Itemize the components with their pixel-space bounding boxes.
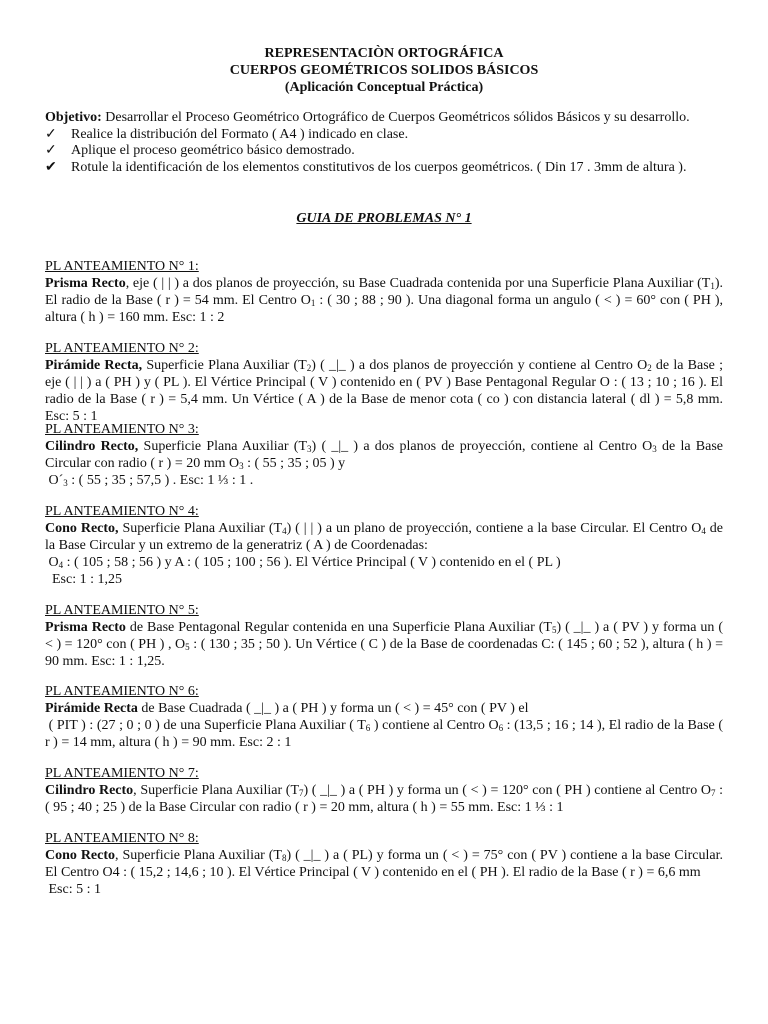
problem-7 (45, 765, 723, 816)
problem-title: PL ANTEAMIENTO N° 8: (45, 831, 199, 846)
document-header (0, 45, 768, 96)
objective-label: Objetivo: (45, 110, 102, 125)
problem-body: Cilindro Recto, Superficie Plana Auxiliar $(T_7)$ ( _|_ ) a ( PH ) y forma un ( < ) = 120° con ( PH ) contiene al Centro $O_7$ : ( 95 ; 40 ; 25 ) de la Base Circular con radio ( r ) = 20 mm, altura ( h ) = 55 mm. Esc: 1 ⅓ : 1 (45, 783, 724, 815)
objective-item (45, 127, 725, 144)
objective-line (45, 110, 725, 127)
problem-5 (45, 602, 723, 670)
problem-body: Pirámide Recta de Base Cuadrada ( _|_ ) a ( PH ) y forma un ( < ) = 45° con ( PV ) el ( PIT ) : (27 ; 0 ; 0 ) de una Superficie Plana Auxiliar ( $T_6$ ) contiene al Centro $O_6$ : (13,5 ; 16 ; 14 ), El radio de la Base ( r ) = 14 mm, altura ( h ) = 90 mm. Esc: 2 : 1 (45, 701, 723, 750)
header-subtitle: CUERPOS GEOMÉTRICOS SOLIDOS BÁSICOS (229, 63, 539, 78)
guide-title: GUIA DE PROBLEMAS N° 1 (296, 211, 472, 226)
problem-body: Cono Recto, Superficie Plana Auxiliar $(T_4)$ ( | | ) a un plano de proyección, contiene a la base Circular. El Centro $O_4$ de la Base Circular y un extremo de la generatriz ( A ) de Coordenadas: $O_4$ : ( 105 ; 58 ; 56 ) y A : ( 105 ; 100 ; 56 ). El Vértice Principal ( V ) contenido en el ( PL ) Esc: 1 : 1,25 (45, 521, 723, 587)
objective-item-text: Realice la distribución del Formato ( A4 ) indicado en clase. (71, 126, 409, 142)
problem-body: Cono Recto, Superficie Plana Auxiliar $(T_8)$ ( _|_ ) a ( PL) y forma un ( < ) = 75° con ( PV ) contiene a la base Circular. El Centro O4 : ( 15,2 ; 14,6 ; 10 ). El Vértice Principal ( V ) contenido en el ( PH ). El radio de la Base ( r ) = 6,6 mm Esc: 5 : 1 (45, 848, 724, 897)
problem-1 (45, 258, 723, 326)
objective-item (45, 160, 725, 177)
problem-title: PL ANTEAMIENTO N° 5: (45, 603, 199, 618)
problem-4 (45, 503, 723, 588)
checkmark-icon: ✓ (45, 126, 57, 142)
objective-section (45, 110, 725, 176)
problem-body: Pirámide Recta, Superficie Plana Auxiliar $(T_2)$ ( _|_ ) a dos planos de proyección y contiene al Centro $O_2$ de la Base ; eje ( | | ) a ( PH ) y ( PL ). El Vértice Principal ( V ) contenido en ( PV ) Base Pentagonal Regular O : ( 13 ; 10 ; 16 ). El radio de la Base ( r ) = 5,4 mm. Un Vértice ( A ) de la Base de menor cota ( co ) con distancia lateral ( dl ) = 5,8 mm. Esc: 5 : 1 (45, 358, 723, 424)
problem-3 (45, 421, 723, 489)
problem-6 (45, 683, 723, 751)
problem-title: PL ANTEAMIENTO N° 1: (45, 259, 199, 274)
problem-2 (45, 340, 723, 425)
problem-body: Cilindro Recto, Superficie Plana Auxiliar $(T_3)$ ( _|_ ) a dos planos de proyección, contiene al Centro $O_3$ de la Base Circular con radio ( r ) = 20 mm $O_3$ : ( 55 ; 35 ; 05 ) y $O´_3$ : ( 55 ; 35 ; 57,5 ) . Esc: 1 ⅓ : 1 . (45, 439, 724, 488)
problem-title: PL ANTEAMIENTO N° 4: (45, 504, 199, 519)
objective-text: Desarrollar el Proceso Geométrico Ortográfico de Cuerpos Geométricos sólidos Básicos y su desarrollo. (101, 110, 690, 125)
problem-title: PL ANTEAMIENTO N° 7: (45, 766, 199, 781)
checkmark-icon: ✓ (45, 143, 57, 158)
problem-title: PL ANTEAMIENTO N° 3: (45, 422, 199, 437)
objective-item-text: Rotule la identificación de los elementos constitutivos de los cuerpos geométricos. ( Din 17 . 3mm de altura ). (71, 159, 687, 175)
problem-title: PL ANTEAMIENTO N° 6: (45, 684, 199, 699)
problem-title: PL ANTEAMIENTO N° 2: (45, 341, 199, 356)
objective-item (45, 143, 725, 160)
problem-body: Prisma Recto, eje ( | | ) a dos planos de proyección, su Base Cuadrada contenida por una Superficie Plana Auxiliar $(T_1)$. El radio de la Base ( r ) = 54 mm. El Centro $O_1$ : ( 30 ; 88 ; 90 ). Una diagonal forma un angulo ( < ) = 60° con ( PH ), altura ( h ) = 160 mm. Esc: 1 : 2 (45, 276, 724, 325)
problem-8 (45, 830, 723, 898)
header-note: (Aplicación Conceptual Práctica) (284, 80, 484, 95)
problem-body: Prisma Recto de Base Pentagonal Regular contenida en una Superficie Plana Auxiliar $(T_5)$ ( _|_ ) a ( PV ) y forma un ( < ) = 120° con ( PH ) , $O_5$ : ( 130 ; 35 ; 50 ). Un Vértice ( C ) de la Base de coordenadas C: ( 145 ; 60 ; 52 ), altura ( h ) = 90 mm. Esc: 1 : 1,25. (45, 620, 723, 669)
objective-item-text: Aplique el proceso geométrico básico demostrado. (71, 143, 355, 158)
header-title: REPRESENTACIÒN ORTOGRÁFICA (264, 46, 504, 61)
checkmark-icon: ✔ (45, 159, 57, 175)
